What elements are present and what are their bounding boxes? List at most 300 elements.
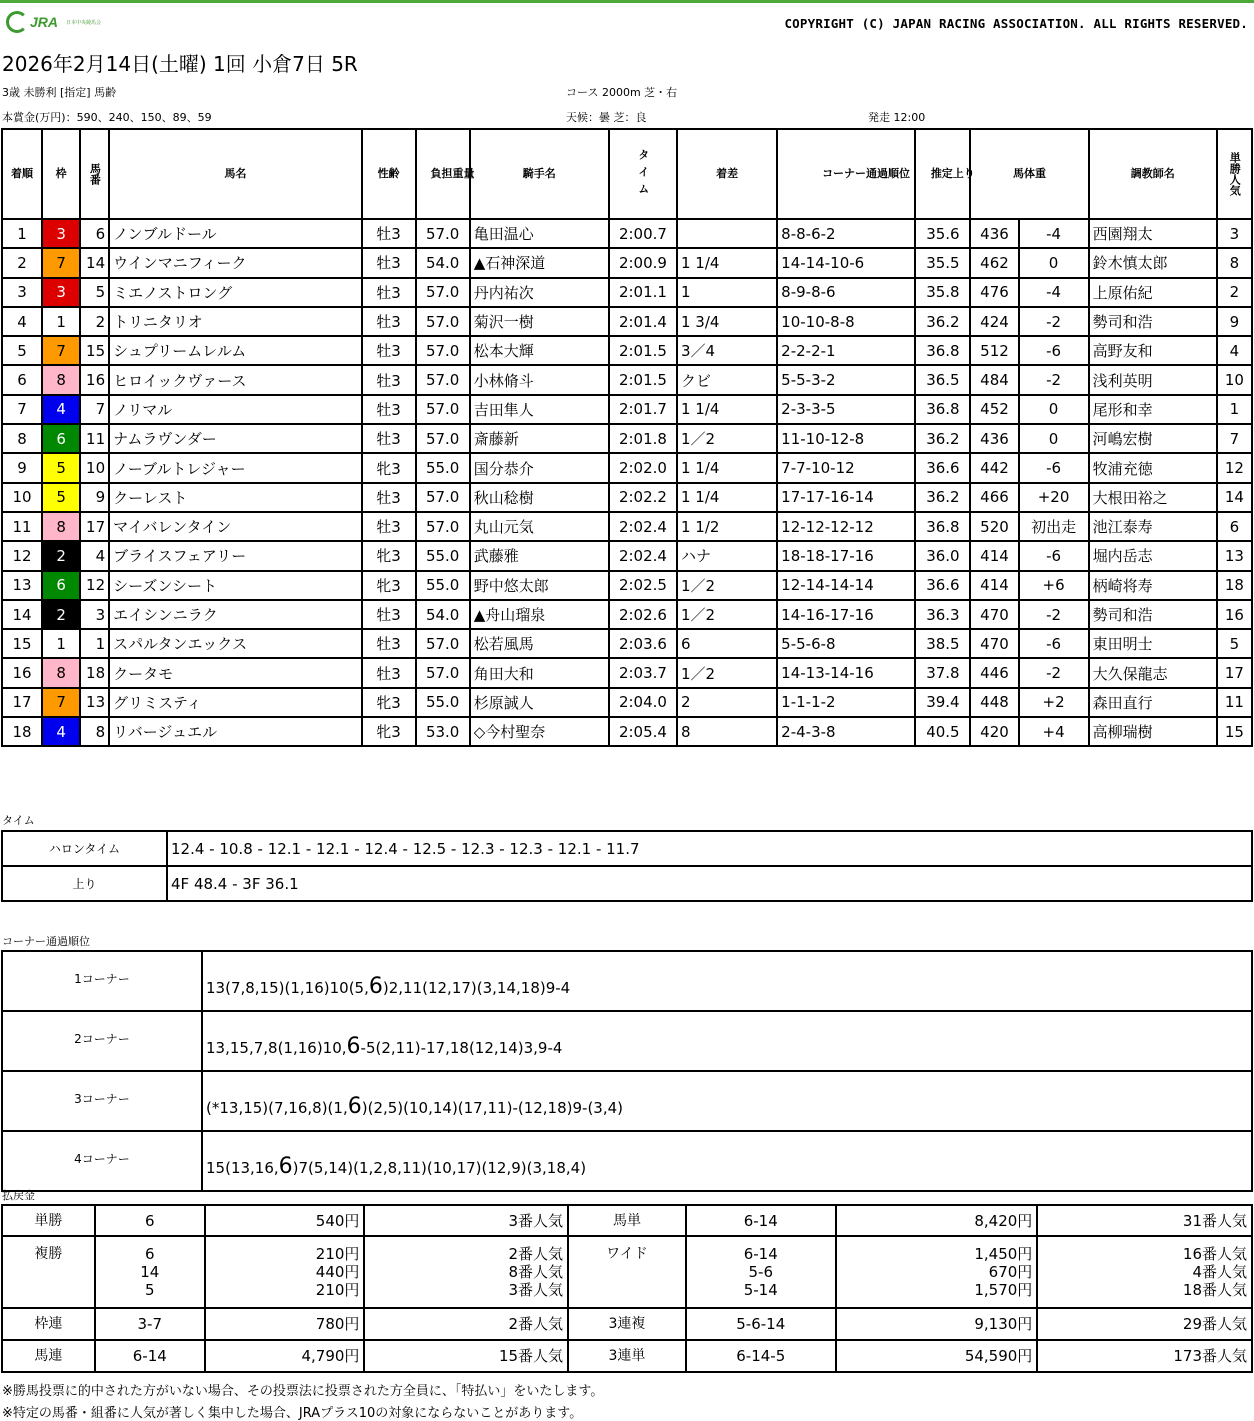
payout-type: 3連単: [568, 1340, 686, 1372]
result-umaban: 16: [80, 365, 109, 394]
result-time: 2:01.5: [609, 365, 677, 394]
result-rank: 11: [2, 512, 42, 541]
result-bodyweight: 424: [970, 307, 1018, 336]
result-horse-link[interactable]: クータモ: [109, 658, 361, 687]
result-weight-diff: -4: [1019, 278, 1089, 307]
payout-combo: 6-14: [686, 1205, 836, 1236]
corner-row: [2, 1131, 1252, 1191]
result-horse-link[interactable]: シュプリームレルム: [109, 336, 361, 365]
payout-line: 210円: [315, 1281, 360, 1299]
payout-popularity: [1037, 1236, 1252, 1308]
result-horse-link[interactable]: ノンブルドール: [109, 219, 361, 248]
result-row: [2, 248, 1252, 277]
corner-order-highlight: 6: [346, 1033, 361, 1059]
result-time: 2:01.1: [609, 278, 677, 307]
result-row: [2, 219, 1252, 248]
result-ninki: 8: [1217, 248, 1252, 277]
result-weight: 57.0: [416, 629, 470, 658]
result-waku-badge: 8: [42, 365, 80, 394]
result-umaban: 11: [80, 424, 109, 453]
result-trainer-link[interactable]: 上原佑紀: [1089, 278, 1217, 307]
result-row: [2, 688, 1252, 717]
payout-line: 5-6: [748, 1263, 773, 1281]
result-row: [2, 483, 1252, 512]
result-time: 2:01.4: [609, 307, 677, 336]
payout-row: [2, 1205, 1252, 1236]
result-jockey-link[interactable]: 吉田隼人: [470, 395, 609, 424]
result-waku-badge: 2: [42, 600, 80, 629]
logo-text: JRA: [30, 14, 59, 30]
col-ninki: [1217, 129, 1252, 219]
race-prize: 本賞金(万円)：590、240、150、89、59: [2, 111, 212, 124]
payout-popularity: 2番人気: [364, 1308, 568, 1340]
payout-amount: 9,130円: [836, 1308, 1038, 1340]
result-sexage: 牝3: [362, 541, 416, 570]
logo-subtitle: 日本中央競馬会: [66, 19, 102, 26]
time-section-title: タイム: [2, 814, 35, 827]
result-agari: 35.6: [915, 219, 970, 248]
payout-line: 6: [144, 1245, 155, 1263]
result-horse-link[interactable]: ヒロイックヴァース: [109, 365, 361, 394]
corner-order-pre: (*13,15)(7,16,8)(1,: [206, 1098, 348, 1117]
col-ninki-label: 単勝人気: [1228, 152, 1242, 196]
col-weight-label: 負担重量: [430, 167, 475, 181]
col-agari: [915, 129, 975, 219]
result-corner: 14-16-17-16: [777, 600, 915, 629]
result-weight: 55.0: [416, 453, 470, 482]
result-time: 2:04.0: [609, 688, 677, 717]
result-rank: 9: [2, 453, 42, 482]
result-corner: 8-9-8-6: [777, 278, 915, 307]
result-umaban: 3: [80, 600, 109, 629]
result-weight-diff: +4: [1019, 717, 1089, 746]
payout-combo: 6-14: [95, 1340, 205, 1372]
result-bodyweight: 470: [970, 629, 1018, 658]
result-weight: 57.0: [416, 483, 470, 512]
result-jockey-link[interactable]: 国分恭介: [470, 453, 609, 482]
result-trainer-link[interactable]: 勢司和浩: [1089, 307, 1217, 336]
result-rank: 2: [2, 248, 42, 277]
payout-row: [2, 1236, 1252, 1308]
result-row: [2, 541, 1252, 570]
result-umaban: 7: [80, 395, 109, 424]
result-weight-diff: +20: [1019, 483, 1089, 512]
result-horse-link[interactable]: リバージュエル: [109, 717, 361, 746]
result-margin: ハナ: [677, 541, 777, 570]
result-jockey-link[interactable]: 松本大輝: [470, 336, 609, 365]
result-horse-link[interactable]: マイバレンタイン: [109, 512, 361, 541]
result-margin: 1／2: [677, 424, 777, 453]
result-time: 2:01.8: [609, 424, 677, 453]
result-rank: 1: [2, 219, 42, 248]
result-trainer-link[interactable]: 池江泰寿: [1089, 512, 1217, 541]
result-weight: 57.0: [416, 512, 470, 541]
result-weight: 57.0: [416, 395, 470, 424]
result-umaban: 17: [80, 512, 109, 541]
corner-order-post: )7(5,14)(1,2,8,11)(10,17)(12,9)(3,18,4): [292, 1158, 587, 1177]
payout-combo: 3-7: [95, 1308, 205, 1340]
result-corner: 5-5-6-8: [777, 629, 915, 658]
corner-order: [202, 1071, 1252, 1131]
col-margin: 着差: [677, 129, 777, 219]
result-corner: 1-1-1-2: [777, 688, 915, 717]
result-trainer-link[interactable]: 高柳瑞樹: [1089, 717, 1217, 746]
col-trainer: 調教師名: [1089, 129, 1217, 219]
result-weight: 53.0: [416, 717, 470, 746]
jra-logo[interactable]: [6, 11, 101, 33]
furlong-label: ハロンタイム: [2, 831, 167, 866]
result-sexage: 牡3: [362, 483, 416, 512]
result-jockey-link[interactable]: ▲舟山瑠泉: [470, 600, 609, 629]
result-trainer-link[interactable]: 牧浦充徳: [1089, 453, 1217, 482]
result-waku-badge: 8: [42, 658, 80, 687]
result-rank: 17: [2, 688, 42, 717]
result-waku-badge: 6: [42, 571, 80, 600]
result-weight: 57.0: [416, 424, 470, 453]
col-waku: 枠: [42, 129, 80, 219]
corner-order: [202, 1011, 1252, 1071]
payout-combo: [686, 1236, 836, 1308]
payout-type: 馬連: [2, 1340, 95, 1372]
payout-line: 6-14: [743, 1245, 778, 1263]
result-bodyweight: 414: [970, 571, 1018, 600]
result-row: [2, 571, 1252, 600]
result-ninki: 16: [1217, 600, 1252, 629]
result-jockey-link[interactable]: 杉原誠人: [470, 688, 609, 717]
result-sexage: 牝3: [362, 571, 416, 600]
payout-type: 単勝: [2, 1205, 95, 1236]
result-weight: 57.0: [416, 278, 470, 307]
corner-table: [1, 950, 1253, 1192]
result-waku-badge: 8: [42, 512, 80, 541]
result-horse-link[interactable]: ノーブルトレジャー: [109, 453, 361, 482]
result-corner: 2-2-2-1: [777, 336, 915, 365]
result-jockey-link[interactable]: 松若風馬: [470, 629, 609, 658]
corner-order-pre: 13,15,7,8(1,16)10,: [206, 1038, 347, 1057]
result-sexage: 牡3: [362, 336, 416, 365]
result-agari: 36.0: [915, 541, 970, 570]
result-umaban: 1: [80, 629, 109, 658]
payout-amount: 54,590円: [836, 1340, 1038, 1372]
result-margin: 1／2: [677, 600, 777, 629]
result-bodyweight: 470: [970, 600, 1018, 629]
result-bodyweight: 462: [970, 248, 1018, 277]
result-horse-link[interactable]: ブライスフェアリー: [109, 541, 361, 570]
result-agari: 35.5: [915, 248, 970, 277]
result-weight-diff: -2: [1019, 365, 1089, 394]
payout-combo: 5-6-14: [686, 1308, 836, 1340]
result-trainer-link[interactable]: 鈴木慎太郎: [1089, 248, 1217, 277]
result-waku-badge: 6: [42, 424, 80, 453]
result-bodyweight: 414: [970, 541, 1018, 570]
corner-order-post: )2,11(12,17)(3,14,18)9-4: [382, 978, 571, 997]
result-weight: 57.0: [416, 219, 470, 248]
payout-popularity: 3番人気: [364, 1205, 568, 1236]
result-row: [2, 336, 1252, 365]
result-margin: 1／2: [677, 571, 777, 600]
payout-line: 1,570円: [974, 1281, 1033, 1299]
result-bodyweight: 436: [970, 219, 1018, 248]
payout-amount: [836, 1236, 1038, 1308]
jra-logo-icon: [6, 11, 28, 33]
result-ninki: 17: [1217, 658, 1252, 687]
corner-row: [2, 951, 1252, 1011]
result-jockey-link[interactable]: ▲石神深道: [470, 248, 609, 277]
result-corner: 11-10-12-8: [777, 424, 915, 453]
result-time: 2:03.6: [609, 629, 677, 658]
result-trainer-link[interactable]: 高野友和: [1089, 336, 1217, 365]
result-corner: 7-7-10-12: [777, 453, 915, 482]
col-weight: [416, 129, 475, 219]
result-weight-diff: -6: [1019, 541, 1089, 570]
result-agari: 36.2: [915, 424, 970, 453]
result-margin: 1: [677, 278, 777, 307]
result-waku-badge: 5: [42, 483, 80, 512]
result-waku-badge: 5: [42, 453, 80, 482]
result-trainer-link[interactable]: 大根田裕之: [1089, 483, 1217, 512]
payout-note: ※勝馬投票に的中された方がいない場合、その投票法に投票された方全員に、「特払い」をいたします。: [2, 1384, 604, 1399]
result-jockey-link[interactable]: 角田大和: [470, 658, 609, 687]
result-time: 2:02.0: [609, 453, 677, 482]
corner-order-highlight: 6: [347, 1093, 362, 1119]
payout-popularity: 29番人気: [1037, 1308, 1252, 1340]
result-sexage: 牡3: [362, 395, 416, 424]
corner-label: 4コーナー: [2, 1131, 202, 1191]
payout-amount: [205, 1236, 365, 1308]
result-margin: 1 1/2: [677, 512, 777, 541]
result-weight-diff: -4: [1019, 219, 1089, 248]
col-umaban: [80, 129, 109, 219]
result-weight: 55.0: [416, 571, 470, 600]
payout-line: 18番人気: [1182, 1281, 1247, 1299]
furlong-times: 12.4 - 10.8 - 12.1 - 12.1 - 12.4 - 12.5 - 12.3 - 12.3 - 12.1 - 11.7: [167, 831, 1252, 866]
top-bar: [0, 0, 1254, 41]
payout-line: 3番人気: [508, 1281, 564, 1299]
result-horse-link[interactable]: エイシンニラク: [109, 600, 361, 629]
corner-order-highlight: 6: [278, 1153, 293, 1179]
copyright-notice: COPYRIGHT (C) JAPAN RACING ASSOCIATION. ALL RIGHTS RESERVED.: [784, 16, 1248, 31]
corner-order-pre: 13(7,8,15)(1,16)10(5,: [206, 978, 369, 997]
result-row: [2, 278, 1252, 307]
result-waku-badge: 7: [42, 248, 80, 277]
result-sexage: 牝3: [362, 717, 416, 746]
result-umaban: 10: [80, 453, 109, 482]
result-weight-diff: 0: [1019, 395, 1089, 424]
result-jockey-link[interactable]: ◇今村聖奈: [470, 717, 609, 746]
result-horse-link[interactable]: ウインマニフィーク: [109, 248, 361, 277]
result-waku-badge: 7: [42, 688, 80, 717]
result-ninki: 9: [1217, 307, 1252, 336]
result-agari: 36.2: [915, 483, 970, 512]
result-margin: 8: [677, 717, 777, 746]
result-horse-link[interactable]: スパルタンエックス: [109, 629, 361, 658]
result-rank: 18: [2, 717, 42, 746]
payout-table: [1, 1204, 1253, 1373]
result-sexage: 牡3: [362, 629, 416, 658]
corner-label: 2コーナー: [2, 1011, 202, 1071]
result-corner: 18-18-17-16: [777, 541, 915, 570]
col-rank: 着順: [2, 129, 42, 219]
result-margin: 1／2: [677, 658, 777, 687]
result-trainer-link[interactable]: 河嶋宏樹: [1089, 424, 1217, 453]
result-umaban: 5: [80, 278, 109, 307]
result-jockey-link[interactable]: 丸山元気: [470, 512, 609, 541]
result-trainer-link[interactable]: 森田直行: [1089, 688, 1217, 717]
result-bodyweight: 520: [970, 512, 1018, 541]
result-agari: 36.6: [915, 571, 970, 600]
result-jockey-link[interactable]: 亀田温心: [470, 219, 609, 248]
result-jockey-link[interactable]: 武藤雅: [470, 541, 609, 570]
result-sexage: 牡3: [362, 307, 416, 336]
result-sexage: 牡3: [362, 248, 416, 277]
payout-popularity: 173番人気: [1037, 1340, 1252, 1372]
result-waku-badge: 3: [42, 219, 80, 248]
payout-amount: 780円: [205, 1308, 365, 1340]
result-trainer-link[interactable]: 大久保龍志: [1089, 658, 1217, 687]
payout-popularity: 15番人気: [364, 1340, 568, 1372]
result-time: 2:05.4: [609, 717, 677, 746]
payout-popularity: [364, 1236, 568, 1308]
payout-type: ワイド: [568, 1236, 686, 1308]
result-jockey-link[interactable]: 丹内祐次: [470, 278, 609, 307]
result-ninki: 15: [1217, 717, 1252, 746]
agari-times: 4F 48.4 - 3F 36.1: [167, 866, 1252, 901]
result-corner: 12-14-14-14: [777, 571, 915, 600]
payout-row: [2, 1340, 1252, 1372]
result-weight: 57.0: [416, 365, 470, 394]
result-row: [2, 453, 1252, 482]
result-weight: 57.0: [416, 658, 470, 687]
result-trainer-link[interactable]: 柄崎将寿: [1089, 571, 1217, 600]
result-bodyweight: 466: [970, 483, 1018, 512]
result-weight-diff: -6: [1019, 453, 1089, 482]
payout-line: 16番人気: [1182, 1245, 1247, 1263]
payout-combo: 6-14-5: [686, 1340, 836, 1372]
result-margin: 1 1/4: [677, 483, 777, 512]
result-weight: 54.0: [416, 248, 470, 277]
result-rank: 5: [2, 336, 42, 365]
payout-amount: 4,790円: [205, 1340, 365, 1372]
payout-type: 3連複: [568, 1308, 686, 1340]
col-corner-label: コーナー通過順位: [822, 167, 911, 181]
result-agari: 35.8: [915, 278, 970, 307]
corner-row: [2, 1071, 1252, 1131]
result-trainer-link[interactable]: 勢司和浩: [1089, 600, 1217, 629]
result-jockey-link[interactable]: 斎藤新: [470, 424, 609, 453]
result-bodyweight: 442: [970, 453, 1018, 482]
result-horse-link[interactable]: ナムラヴンダー: [109, 424, 361, 453]
result-weight: 54.0: [416, 600, 470, 629]
result-ninki: 12: [1217, 453, 1252, 482]
result-time: 2:02.4: [609, 512, 677, 541]
col-corner: [777, 129, 915, 219]
result-weight-diff: 初出走: [1019, 512, 1089, 541]
furlong-row: [2, 831, 1252, 866]
result-horse-link[interactable]: シーズンシート: [109, 571, 361, 600]
agari-row: [2, 866, 1252, 901]
result-ninki: 11: [1217, 688, 1252, 717]
result-horse-link[interactable]: クーレスト: [109, 483, 361, 512]
race-start-time: 発走 12:00: [868, 111, 926, 124]
result-trainer-link[interactable]: 尾形和幸: [1089, 395, 1217, 424]
result-time: 2:01.7: [609, 395, 677, 424]
corner-order: [202, 1131, 1252, 1191]
result-corner: 17-17-16-14: [777, 483, 915, 512]
payout-line: 8番人気: [508, 1263, 564, 1281]
col-sexage: 性齢: [362, 129, 416, 219]
result-horse-link[interactable]: ミエノストロング: [109, 278, 361, 307]
result-row: [2, 629, 1252, 658]
payout-type: 複勝: [2, 1236, 95, 1308]
result-sexage: 牝3: [362, 453, 416, 482]
result-corner: 8-8-6-2: [777, 219, 915, 248]
result-trainer-link[interactable]: 西園翔太: [1089, 219, 1217, 248]
race-condition: 3歳 未勝利 [指定] 馬齢: [2, 86, 117, 99]
result-bodyweight: 452: [970, 395, 1018, 424]
result-umaban: 14: [80, 248, 109, 277]
result-sexage: 牡3: [362, 219, 416, 248]
result-waku-badge: 4: [42, 717, 80, 746]
result-time: 2:02.4: [609, 541, 677, 570]
result-bodyweight: 448: [970, 688, 1018, 717]
result-waku-badge: 4: [42, 395, 80, 424]
result-trainer-link[interactable]: 堀内岳志: [1089, 541, 1217, 570]
time-table: [1, 830, 1253, 902]
col-time-label: タイム: [636, 148, 650, 200]
payout-row: [2, 1308, 1252, 1340]
result-weight-diff: +6: [1019, 571, 1089, 600]
race-title: 2026年2月14日(土曜) 1回 小倉7日 5R: [2, 52, 358, 76]
result-row: [2, 600, 1252, 629]
payout-type: 枠連: [2, 1308, 95, 1340]
result-agari: 36.5: [915, 365, 970, 394]
result-agari: 36.8: [915, 395, 970, 424]
payout-section-title: 払戻金: [2, 1189, 35, 1202]
result-jockey-link[interactable]: 小林脩斗: [470, 365, 609, 394]
result-ninki: 5: [1217, 629, 1252, 658]
result-time: 2:02.5: [609, 571, 677, 600]
result-umaban: 8: [80, 717, 109, 746]
result-margin: 6: [677, 629, 777, 658]
result-rank: 8: [2, 424, 42, 453]
result-row: [2, 658, 1252, 687]
result-horse-link[interactable]: グリミスティ: [109, 688, 361, 717]
result-corner: 14-13-14-16: [777, 658, 915, 687]
result-rank: 7: [2, 395, 42, 424]
corner-order-post: -5(2,11)-17,18(12,14)3,9-4: [360, 1038, 563, 1057]
result-horse-link[interactable]: ノリマル: [109, 395, 361, 424]
result-margin: 1 1/4: [677, 453, 777, 482]
col-umaban-label: 馬番: [88, 163, 102, 185]
result-weight: 57.0: [416, 336, 470, 365]
corner-label: 3コーナー: [2, 1071, 202, 1131]
race-course: コース 2000m 芝・右: [566, 86, 678, 99]
col-jockey: 騎手名: [470, 129, 609, 219]
result-ninki: 1: [1217, 395, 1252, 424]
result-trainer-link[interactable]: 東田明士: [1089, 629, 1217, 658]
payout-line: 2番人気: [508, 1245, 564, 1263]
result-row: [2, 424, 1252, 453]
result-trainer-link[interactable]: 浅利英明: [1089, 365, 1217, 394]
result-jockey-link[interactable]: 菊沢一樹: [470, 307, 609, 336]
result-jockey-link[interactable]: 秋山稔樹: [470, 483, 609, 512]
payout-amount: 540円: [205, 1205, 365, 1236]
payout-line: 4番人気: [1192, 1263, 1247, 1281]
result-jockey-link[interactable]: 野中悠太郎: [470, 571, 609, 600]
result-horse-link[interactable]: トリニタリオ: [109, 307, 361, 336]
result-corner: 2-3-3-5: [777, 395, 915, 424]
payout-line: 440円: [315, 1263, 360, 1281]
